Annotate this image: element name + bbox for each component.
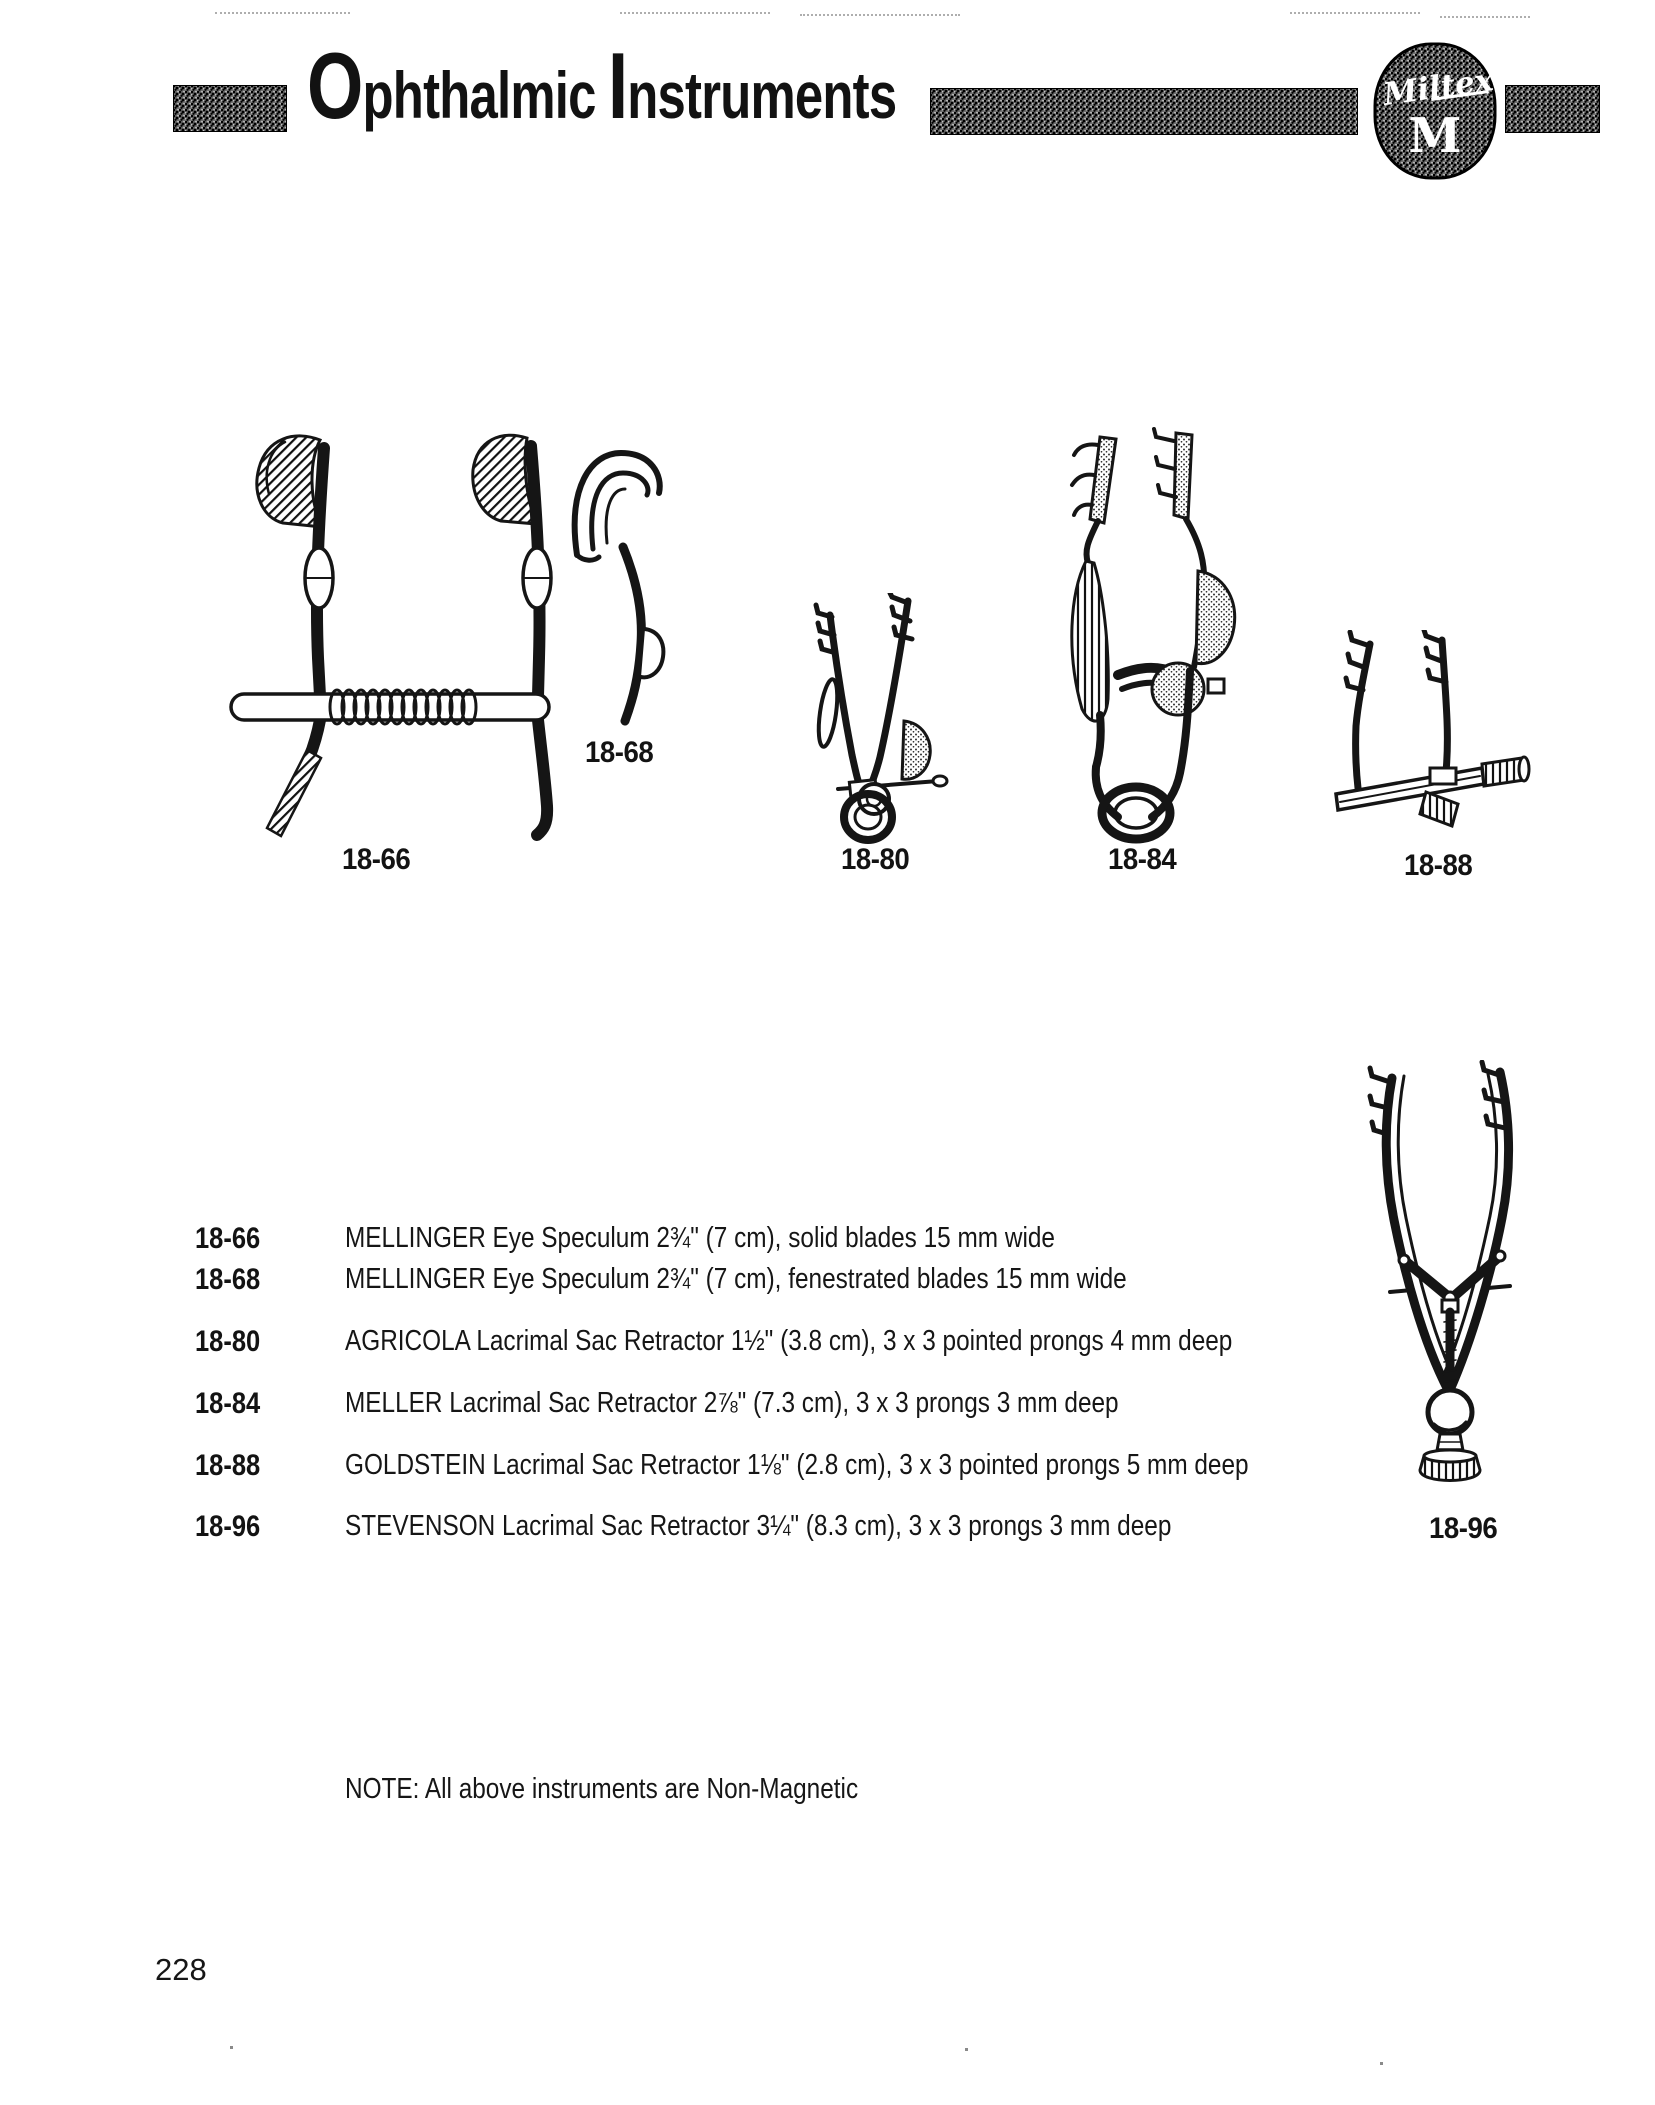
title-word1: phthalmic xyxy=(362,58,596,132)
header-bar-right-stub xyxy=(1505,85,1600,133)
product-code: 18-88 xyxy=(195,1449,261,1482)
figure-label-18-88: 18-88 xyxy=(1404,849,1473,882)
product-code: 18-66 xyxy=(195,1222,261,1255)
figure-label-18-80: 18-80 xyxy=(841,843,910,876)
scan-noise-bottom xyxy=(230,2046,233,2049)
figure-label-18-68: 18-68 xyxy=(585,736,654,769)
figure-label-18-66: 18-66 xyxy=(342,843,411,876)
figure-18-96-stevenson-retractor-drawing xyxy=(1360,1060,1545,1508)
header-bar-right xyxy=(930,88,1358,135)
product-code: 18-84 xyxy=(195,1387,261,1420)
scan-noise-bottom xyxy=(1380,2062,1383,2065)
product-code: 18-96 xyxy=(195,1510,261,1543)
product-code: 18-80 xyxy=(195,1325,261,1358)
miltex-logo xyxy=(1373,42,1497,180)
title-initial-o: O xyxy=(307,33,363,138)
figure-18-84-meller-retractor-drawing xyxy=(1048,423,1240,855)
miltex-logo-script: Miltex xyxy=(1381,62,1496,114)
product-description: STEVENSON Lacrimal Sac Retractor 3¼" (8.3 cm), 3 x 3 prongs 3 mm deep xyxy=(345,1510,1172,1542)
figure-18-80-agricola-retractor-drawing xyxy=(810,593,950,845)
product-description: GOLDSTEIN Lacrimal Sac Retractor 1⅛" (2.8 cm), 3 x 3 pointed prongs 5 mm deep xyxy=(345,1449,1249,1481)
page-number: 228 xyxy=(155,1952,207,1987)
scan-noise-top xyxy=(215,12,350,14)
figure-label-18-84: 18-84 xyxy=(1108,843,1177,876)
scan-noise-top xyxy=(800,14,960,16)
product-description: MELLINGER Eye Speculum 2¾" (7 cm), solid blades 15 mm wide xyxy=(345,1222,1055,1254)
figure-18-66-mellinger-speculum-drawing xyxy=(225,428,570,853)
scan-noise-bottom xyxy=(965,2048,968,2051)
page-title xyxy=(307,33,897,140)
title-word2: nstruments xyxy=(627,58,897,132)
scan-noise-top xyxy=(620,12,770,14)
non-magnetic-note: NOTE: All above instruments are Non-Magnetic xyxy=(345,1773,859,1805)
figure-18-68-mellinger-fenestrated-blade-drawing xyxy=(563,443,671,733)
product-description: MELLER Lacrimal Sac Retractor 2⅞" (7.3 cm), 3 x 3 prongs 3 mm deep xyxy=(345,1387,1119,1419)
product-code: 18-68 xyxy=(195,1263,261,1296)
product-description: AGRICOLA Lacrimal Sac Retractor 1½" (3.8 cm), 3 x 3 pointed prongs 4 mm deep xyxy=(345,1325,1233,1357)
scan-noise-top xyxy=(1290,12,1420,14)
title-initial-i: I xyxy=(607,33,628,138)
figure-label-18-96: 18-96 xyxy=(1429,1512,1498,1545)
miltex-logo-monogram: M xyxy=(1408,108,1462,164)
header-bar-left xyxy=(173,85,287,132)
product-description: MELLINGER Eye Speculum 2¾" (7 cm), fenestrated blades 15 mm wide xyxy=(345,1263,1127,1295)
figure-18-88-goldstein-retractor-drawing xyxy=(1330,630,1535,835)
scan-noise-top xyxy=(1440,16,1530,18)
